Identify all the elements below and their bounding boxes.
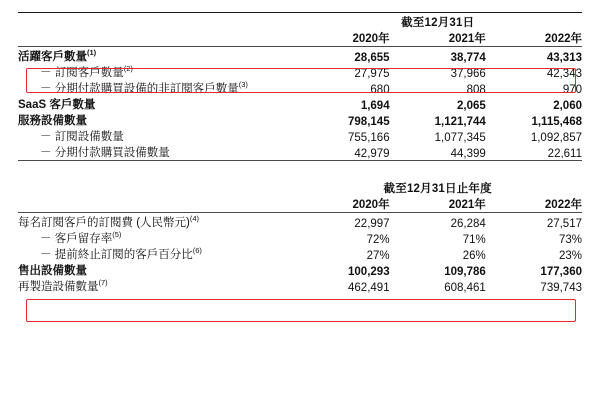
cell-installment-noncontract-customers-2020: 680 [370,84,390,96]
footnote-marker: (5) [112,230,122,240]
cell-service-devices-2020: 798,145 [348,116,390,128]
footnote-marker: (4) [189,214,200,224]
table-row [18,112,582,128]
footnote-marker: (2) [123,64,133,74]
footnote-marker: (7) [98,278,108,288]
table-row [18,144,582,161]
row-label-subscription-customers [18,64,293,80]
year-header-row-2 [18,196,582,213]
cell-installment-devices-2021: 44,399 [450,148,486,160]
cell-devices-sold-2022: 177,360 [540,266,582,278]
row-label-installment-devices [18,144,293,161]
table-row [18,128,582,144]
footnote-marker: (3) [238,80,248,90]
cell-saas-customers-2021: 2,065 [457,100,486,112]
cell-remanufactured-2022: 739,743 [540,282,582,294]
row-label-text: － 提前終止訂閱的客戶百分比 [40,249,193,261]
period-header-label: 截至12月31日 [401,17,475,29]
period-header-row-2 [18,180,582,196]
row-label-text: 服務設備數量 [18,115,87,127]
row-label-arpu-subscription-fee [18,214,293,230]
row-label-devices-sold [18,262,293,278]
column-header-year2-2022: 2022年 [544,199,582,211]
cell-devices-sold-2020: 100,293 [348,266,390,278]
cell-remanufactured-2021: 608,461 [444,282,486,294]
metrics-table-full-year [18,180,582,294]
cell-installment-noncontract-customers-2021: 808 [466,84,486,96]
period-header-row [18,14,582,30]
cell-saas-customers-2022: 2,060 [553,100,582,112]
cell-subscription-customers-2020: 27,975 [354,68,390,80]
cell-arpu-2020: 22,997 [354,218,390,230]
row-label-saas-customers [18,96,293,112]
cell-retention-2020: 72% [366,234,390,246]
column-header-year-2021: 2021年 [448,33,486,45]
cell-early-termination-2021: 26% [462,250,486,262]
column-header-year2-2020: 2020年 [352,199,390,211]
row-label-remanufactured-devices [18,278,293,294]
cell-installment-noncontract-customers-2022: 970 [562,84,582,96]
cell-active-customers-2020: 28,655 [354,52,390,64]
table-row [18,96,582,112]
table-row [18,230,582,246]
table-row [18,80,582,96]
cell-service-devices-2022: 1,115,468 [531,116,582,128]
row-label-text: － 訂閱設備數量 [40,131,124,143]
cell-service-devices-2021: 1,121,744 [434,116,486,128]
year-header-spacer [18,196,293,213]
row-label-text: － 客戶留存率 [40,233,113,245]
cell-subscription-devices-2021: 1,077,345 [434,132,486,144]
row-label-text: － 分期付款購買設備數量 [40,147,170,159]
cell-active-customers-2022: 43,313 [546,52,582,64]
table-row [18,48,582,64]
footnote-marker: (1) [87,48,97,58]
table-row [18,262,582,278]
metrics-table-period-end [18,12,582,162]
section-gap [18,162,582,180]
cell-active-customers-2021: 38,774 [450,52,486,64]
column-header-year-2022: 2022年 [544,33,582,45]
row-label-text: 每名訂閱客戶的訂閱費 (人民幣元) [18,217,190,229]
cell-retention-2022: 73% [558,234,582,246]
table-row [18,214,582,230]
row-label-text: － 訂閱客戶數量 [40,67,124,79]
header-spacer [18,180,293,196]
year-header-spacer [18,30,293,47]
table-row [18,246,582,262]
row-label-customer-retention-rate [18,230,293,246]
cell-devices-sold-2021: 109,786 [444,266,486,278]
year-header-row [18,30,582,47]
cell-retention-2021: 71% [462,234,486,246]
row-label-text: 售出設備數量 [18,265,87,277]
row-label-text: 活躍客戶數量 [18,51,87,63]
cell-early-termination-2020: 27% [366,250,390,262]
cell-installment-devices-2020: 42,979 [354,148,390,160]
cell-subscription-devices-2020: 755,166 [348,132,390,144]
row-label-service-devices [18,112,293,128]
period-header-label-2: 截至12月31日止年度 [383,183,492,195]
cell-saas-customers-2020: 1,694 [360,100,390,112]
cell-arpu-2021: 26,284 [450,218,486,230]
column-header-year2-2021: 2021年 [448,199,486,211]
header-spacer [18,14,293,30]
highlight-box-retention-rate [26,299,576,322]
row-label-text: － 分期付款購買設備的非訂閱客戶數量 [40,83,239,95]
cell-installment-devices-2022: 22,611 [547,148,582,160]
cell-subscription-customers-2021: 37,966 [450,68,486,80]
row-label-early-termination-percentage [18,246,293,262]
cell-remanufactured-2020: 462,491 [348,282,390,294]
cell-early-termination-2022: 23% [558,250,582,262]
column-header-year-2020: 2020年 [352,33,390,45]
row-label-text: 再製造設備數量 [18,281,99,293]
table-row [18,64,582,80]
cell-subscription-devices-2022: 1,092,857 [530,132,582,144]
row-label-installment-noncontract-customers [18,80,293,96]
row-label-subscription-devices [18,128,293,144]
cell-subscription-customers-2022: 42,343 [546,68,582,80]
table-row [18,278,582,294]
row-label-text: SaaS 客戶數量 [18,99,96,111]
cell-arpu-2022: 27,517 [546,218,582,230]
row-label-active-customers [18,48,293,64]
footnote-marker: (6) [192,246,202,256]
